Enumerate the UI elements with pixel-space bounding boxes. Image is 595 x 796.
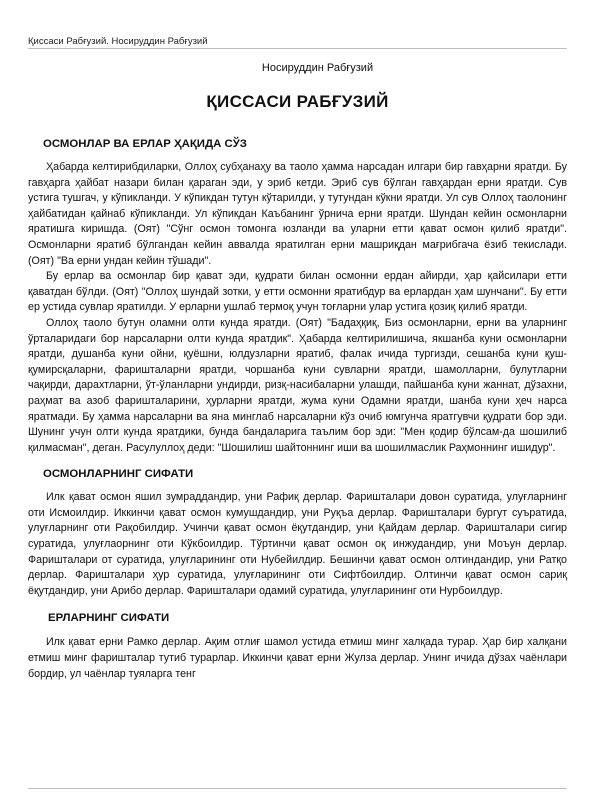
- document-title: ҚИССАСИ РАБҒУЗИЙ: [206, 92, 389, 111]
- section-heading: ОСМОНЛАР ВА ЕРЛАР ҲАҚИДА СЎЗ: [43, 138, 247, 150]
- document-body: [28, 138, 567, 682]
- paragraph: Оллоҳ таоло бутун оламни олти кунда яратди. (Оят) "Бадаҳқиқ, Биз осмонларни, ерни ва уларнинг ўрталаридаги бор нарсаларни олти кунда яратдик". Ҳабарда келтирилишича, якшанба куни осмонларни яратди, душанба куни ойни, қуёшни, юлдузларни яратиб, фалак ичида тургизди, сешанба куни қуш-қумирсқаларни, фаришталарни яратди, чоршанба куни сувларни яратди, шамолларни, булутларни чақирди, дарахтларни, ўт-ўланларни ундирди, ризқ-насибаларни улашди, пайшанба куни жаннат, дўзахни, раҳмат ва азоб фаришталарини, ҳурларни яратди, жума куни Одамни яратди, шанба куни ҳеч нарса яратмади. Бу ҳамма нарсаларни ва яна минглаб нарсаларни кўз очиб юмгунча яратгувчи қудрати бор эди. Шунинг учун олти кунда яратдики, бунда бандаларига таълим бор эди: "Мен қодир бўлсам-да шошилиб қилмасман", деган. Расулуллоҳ деди: "Шошилиш шайтоннинг иши ва шошилмаслик Раҳмоннинг ишидур".: [28, 316, 567, 454]
- section-heavens-and-earths: [28, 138, 567, 456]
- paragraph: Илк қават осмон яшил зумраддандир, уни Рафиқ дерлар. Фаришталари довон суратида, улуғларнинг оти Исмоилдир. Иккинчи қават осмон кумушдандир, уни Руқъа дерлар. Фаришталари бургут суъратида, улуғларнинг оти Рақобилдир. Учинчи қават осмон ёқутдандир, уни Қайдам дерлар. Фаришталари сигир суратида, улуғлаорнинг оти Кўкбоилдир. Тўртинчи қават осмон оқ инжудандир, уни Моъун дерлар. Фаришталари от суратида, улуғларининг оти Нубейилдир. Бешинчи қават осмон олтиндандир, уни Ратқо дерлар. Фаришталари ҳур суратида, улуғларининг оти Сифтбоилдир. Олтинчи қават осмон сариқ ёқутдандир, уни Арибо дерлар. Фаришталари одамий суратида, улуғларининг оти Нурбоилдур.: [28, 491, 567, 597]
- running-header: Қиссаси Рабғузий. Носируддин Рабғузий: [28, 36, 208, 47]
- author-name: Носируддин Рабғузий: [261, 62, 374, 74]
- footer-divider: [28, 788, 567, 789]
- header-divider: [28, 48, 567, 49]
- paragraph: Ҳабарда келтирибдиларки, Оллоҳ субҳанаҳу ва таоло ҳамма нарсадан илгари бир гавҳарни яратди. Бу гавҳарга ҳайбат назари билан қараган эди, у эриб кетди. Эриб сув бўлган гавҳардан ерни яратди. Сув устига тушгач, у кўпикланди. У кўпикдан тутун кўтарилди, у тутундан кўкни яратди. Ул сув Оллоҳ таолонинг ҳайбатидан қайнаб кўпикланди. Ул кўпикдан Каъбанинг ўрнича ерни яратди. Шундан кейин осмонларни яратишга киришда. (Оят) "Сўнг осмон томонга юзланди ва уларни етти қават осмон қилиб яратди". Осмонларни яратиб бўлгандан кейин аввалда яратилган ерни машриқдан мағрибгача ёзиб текислади. (Оят) "Ва ерни ундан кейин тўшади".: [28, 161, 567, 267]
- section-heading: ЕРЛАРНИНГ СИФАТИ: [48, 612, 170, 625]
- paragraph: Бу ерлар ва осмонлар бир қават эди, қудрати билан осмонни ердан айирди, ҳар қайсилари етти қаватдан бўлди. (Оят) "Оллоҳ шундай зотки, у етти осмонни яратибдур ва ерлардан ҳам шунчани". Бу етти ер устида сувлар яратилди. У ерларни ушлаб термоқ учун тоғларни улар устига қозиқ қилиб яратди.: [28, 270, 567, 314]
- section-earths-attributes: [28, 612, 567, 682]
- section-heading: ОСМОНЛАРНИНГ СИФАТИ: [43, 468, 194, 481]
- section-heavens-attributes: [28, 468, 567, 599]
- paragraph: Илк қават ерни Рамко дерлар. Ақим отлиғ шамол устида етмиш минг халқада турар. Ҳар бир халқани етмиш минг фаришталар тутиб турарлар. Иккинчи қават ерни Жулза дерлар. Унинг ичида дўзах чаёнлари бордир, ул чаёнлар туяларга тенг: [28, 636, 567, 680]
